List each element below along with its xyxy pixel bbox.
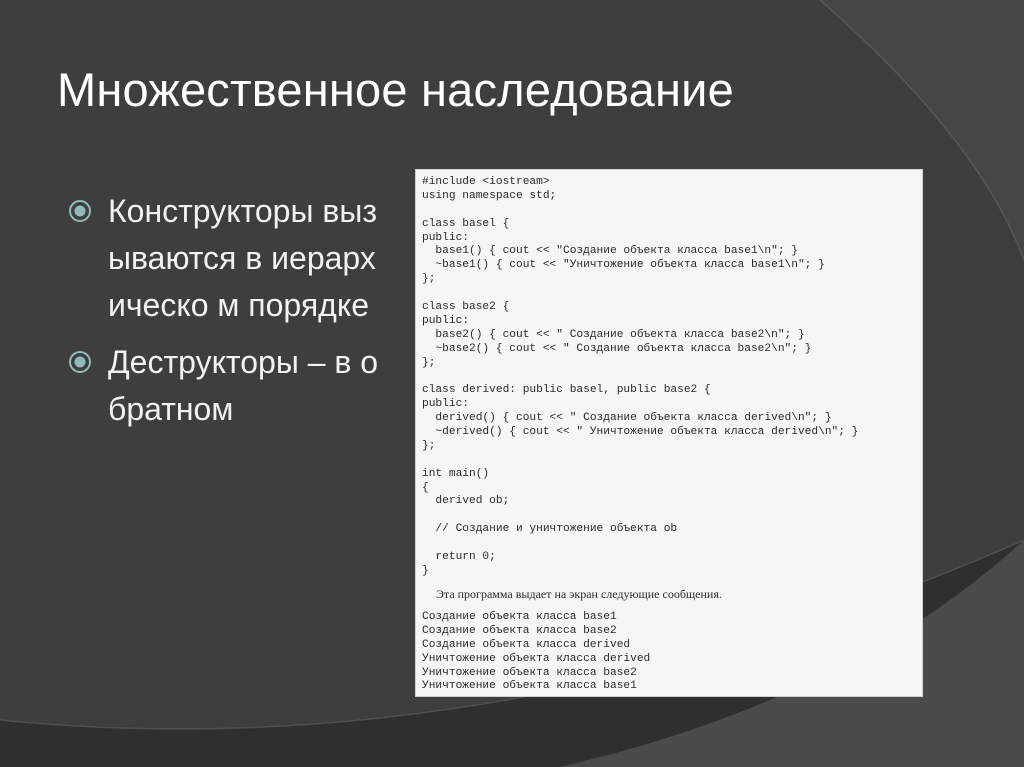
- code-line: class derived: public basel, public base2 {: [422, 384, 711, 397]
- code-line: base1() { cout << "Создание объекта класса base1\n"; }: [422, 245, 798, 258]
- target-bullet-icon: [68, 199, 92, 223]
- bullet-text: Деструкторы – в обратном: [108, 344, 379, 427]
- code-line: public:: [422, 398, 469, 411]
- code-line: return 0;: [422, 551, 496, 564]
- slide-title: Множественное наследование: [57, 63, 734, 116]
- code-line: ~derived() { cout << " Уничтожение объекта класса derived\n"; }: [422, 426, 859, 439]
- output-line: Создание объекта класса base1: [422, 611, 617, 623]
- code-line: class basel {: [422, 217, 510, 230]
- code-image-panel: [416, 170, 922, 696]
- code-line: public:: [422, 231, 469, 244]
- code-line: [422, 537, 858, 551]
- code-line: base2() { cout << " Создание объекта класса base2\n"; }: [422, 328, 805, 341]
- program-output-note: Эта программа выдает на экран следующие сообщения.: [436, 587, 722, 601]
- code-line: }: [422, 564, 429, 577]
- bullet-list: [68, 188, 398, 443]
- code-line: class base2 {: [422, 301, 510, 314]
- code-line: // Создание и уничтожение объекта ob: [422, 523, 678, 536]
- code-listing: [422, 176, 858, 579]
- output-line: Создание объекта класса derived: [422, 638, 631, 651]
- code-line: derived ob;: [422, 495, 510, 508]
- output-line: Уничтожение объекта класса base2: [422, 666, 637, 679]
- bullet-text: Конструкторы вызываются в иерархическо м порядке: [108, 193, 378, 323]
- code-line: {: [422, 481, 429, 494]
- code-line: derived() { cout << " Создание объекта класса derived\n"; }: [422, 412, 832, 425]
- code-line: ~base1() { cout << "Уничтожение объекта класса base1\n"; }: [422, 259, 825, 272]
- code-line: };: [422, 439, 436, 452]
- code-line: };: [422, 356, 436, 369]
- code-line: #include <iostream>: [422, 176, 550, 188]
- code-line: };: [422, 273, 436, 286]
- output-line: Уничтожение объекта класса derived: [422, 652, 651, 665]
- code-line: [422, 370, 858, 384]
- bullet-item: [68, 188, 398, 329]
- code-line: [422, 204, 858, 218]
- code-line: int main(): [422, 467, 490, 480]
- code-line: public:: [422, 314, 469, 327]
- code-line: [422, 454, 858, 468]
- target-bullet-icon: [68, 350, 92, 374]
- output-line: Уничтожение объекта класса base1: [422, 680, 637, 693]
- code-line: [422, 509, 858, 523]
- code-line: ~base2() { cout << " Создание объекта класса base2\n"; }: [422, 342, 812, 355]
- output-line: Создание объекта класса base2: [422, 624, 617, 637]
- code-line: using namespace std;: [422, 189, 557, 202]
- code-line: [422, 287, 858, 301]
- bullet-item: [68, 339, 398, 433]
- program-output: [422, 611, 650, 694]
